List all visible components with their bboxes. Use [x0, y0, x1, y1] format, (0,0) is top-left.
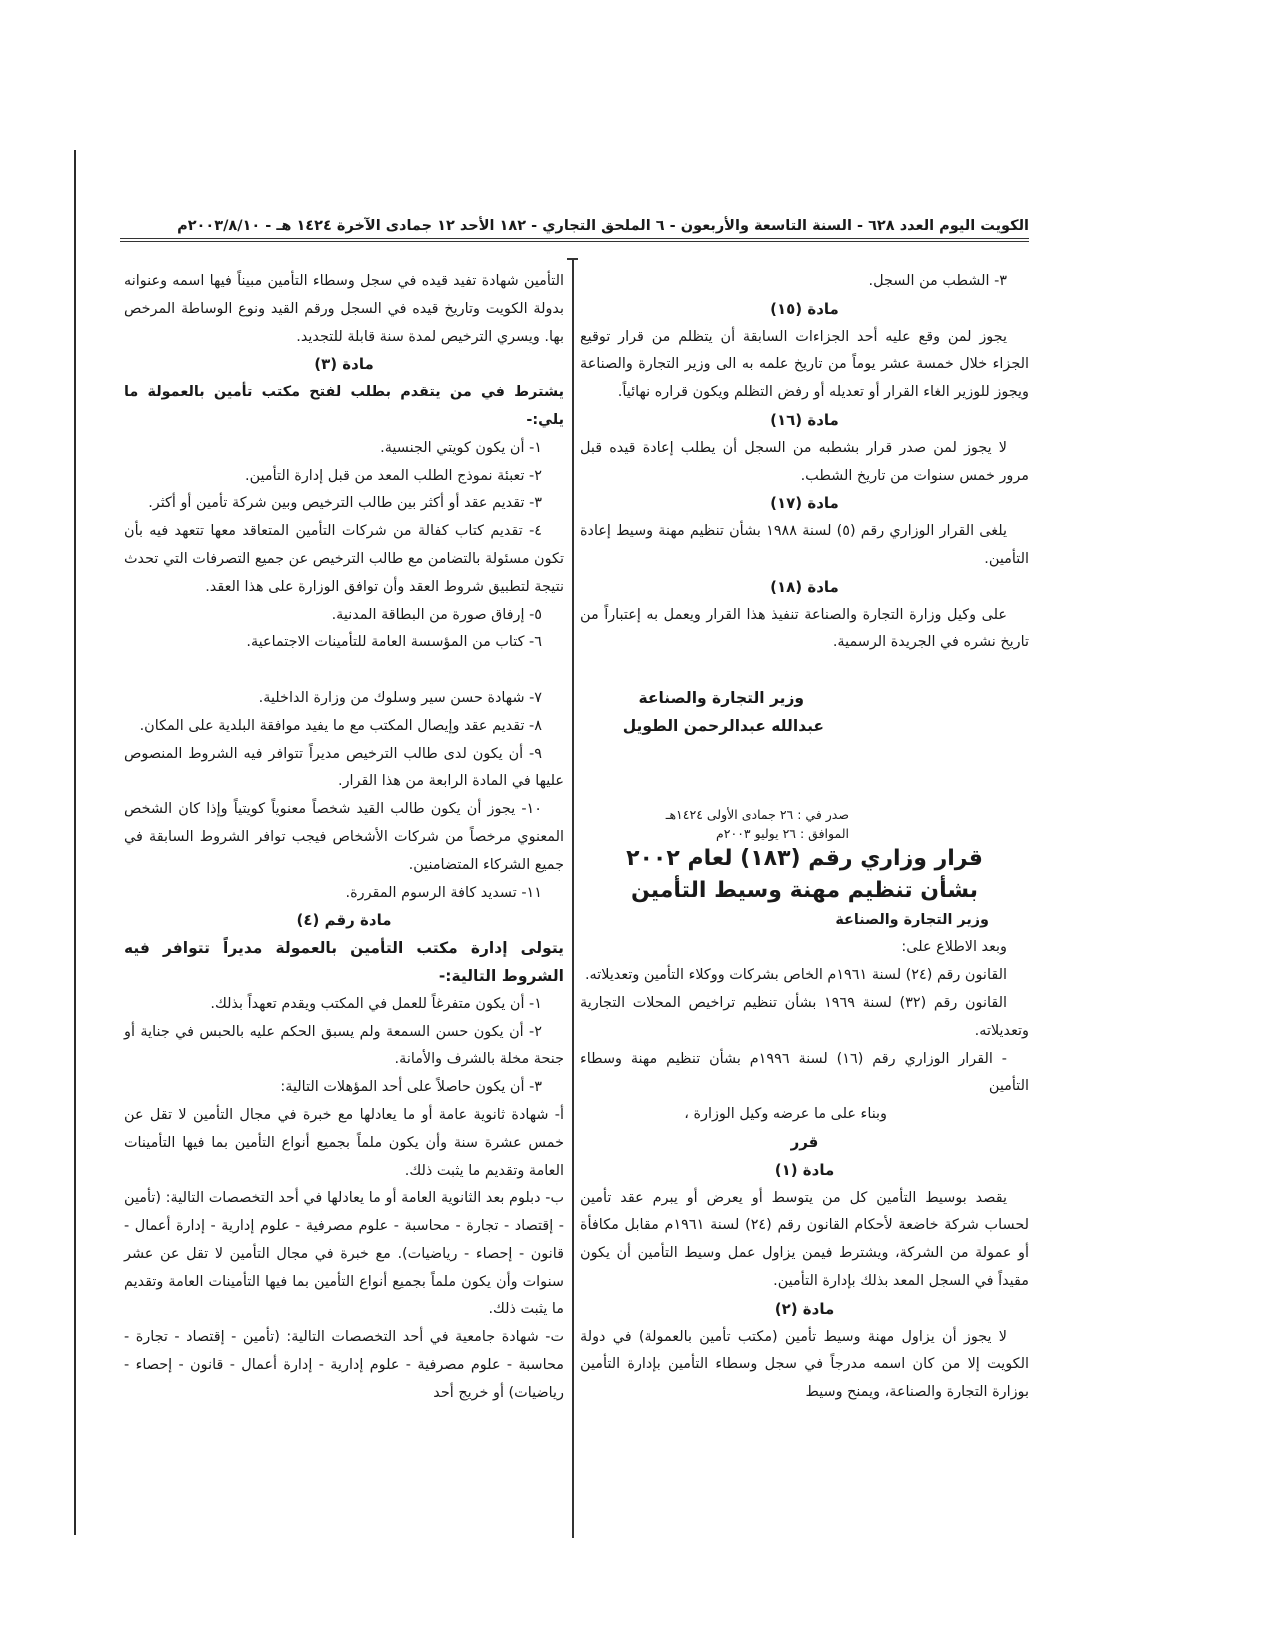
article-2-text: لا يجوز أن يزاول مهنة وسيط تأمين (مكتب تأمين بالعمولة) في دولة الكويت إلا من كان اسمه مدرجاً في سجل وسطاء التأمين بإدارة التأمين بوزارة التجارة والصناعة، ويمنح وسيط [580, 1328, 1029, 1401]
a3-item-4: ٤- تقديم كتاب كفالة من شركات التأمين المتعاقد معها تتعهد فيه بأن تكون مسئولة بالتضامن مع طالب الترخيص عن جميع التصرفات التي تحدث نتيجة لتطبيق شروط العقد وأن توافق الوزارة على هذا العقد. [124, 523, 564, 595]
after-review: وبعد الاطلاع على: [901, 939, 1007, 956]
decree-minister: وزير التجارة والصناعة [835, 911, 989, 928]
a4-item-3: ٣- أن يكون حاصلاً على أحد المؤهلات التالية: [280, 1079, 542, 1096]
header-rule-bottom [120, 241, 1029, 242]
a3-item-1: ١- أن يكون كويتي الجنسية. [380, 439, 542, 456]
a3-item-2: ٢- تعبئة نموذج الطلب المعد من قبل إدارة التأمين. [245, 467, 542, 484]
article-15-heading: مادة (١٥) [770, 299, 839, 318]
a3-item-3: ٣- تقديم عقد أو أكثر بين طالب الترخيص وبين شركة تأمين أو أكثر. [148, 495, 542, 512]
a3-item-6: ٦- كتاب من المؤسسة العامة للتأمينات الاجتماعية. [246, 634, 542, 651]
page-header: الكويت اليوم العدد ٦٢٨ - السنة التاسعة والأربعون - ٦ الملحق التجاري - ١٨٢ الأحد ١٢ جمادى الآخرة ١٤٢٤ هـ - ٢٠٠٣/٨/١٠م [177, 218, 1029, 234]
article-16-heading: مادة (١٦) [770, 410, 839, 429]
issued-gregorian: الموافق : ٢٦ يوليو ٢٠٠٣م [716, 825, 849, 841]
article-17-text: يلغى القرار الوزاري رقم (٥) لسنة ١٩٨٨ بشأن تنظيم مهنة وسيط إعادة التأمين. [580, 523, 1029, 567]
article-4-heading: مادة رقم (٤) [296, 911, 392, 930]
a3-item-9: ٩- أن يكون لدى طالب الترخيص مديراً تتوافر فيه الشروط المنصوص عليها في المادة الرابعة من هذا القرار. [124, 745, 564, 790]
law-32: القانون رقم (٣٢) لسنة ١٩٦٩ بشأن تنظيم تراخيص المحلات التجارية وتعديلاته. [580, 994, 1029, 1039]
based-on: وبناء على ما عرضه وكيل الوزارة ، [684, 1106, 887, 1123]
article-15-text: يجوز لمن وقع عليه أحد الجزاءات السابقة أن يتظلم من قرار توقيع الجزاء خلال خمسة عشر يوماً من تاريخ علمه به الى وزير التجارة والصناعة ويجوز للوزير الغاء القرار أو تعديله أو رفض التظلم ويكون قراره نهائياً. [580, 328, 1029, 401]
a4-item-1: ١- أن يكون متفرغاً للعمل في المكتب ويقدم تعهداً بذلك. [210, 995, 542, 1012]
decided-heading: قرر [790, 1132, 819, 1151]
a4-item-a: أ- شهادة ثانوية عامة أو ما يعادلها مع خبرة في مجال التأمين لا تقل عن خمس عشرة سنة وأن يكون ملماً بجميع أنواع التأمين بما فيها التأمينات العامة وتقديم ما يثبت ذلك. [124, 1106, 564, 1179]
article-18-text: على وكيل وزارة التجارة والصناعة تنفيذ هذا القرار ويعمل به إعتباراً من تاريخ نشره في الجريدة الرسمية. [580, 606, 1029, 651]
continuation-text: التأمين شهادة تفيد قيده في سجل وسطاء التأمين مبيناً فيها اسمه وعنوانه بدولة الكويت وتاريخ قيده في السجل ورقم القيد ونوع الوساطة المرخص بها. ويسري الترخيص لمدة سنة قابلة للتجديد. [124, 273, 564, 345]
article-4-intro: يتولى إدارة مكتب التأمين بالعمولة مديراً تتوافر فيه الشروط التالية:- [124, 939, 564, 985]
a4-item-b: ب- دبلوم بعد الثانوية العامة أو ما يعادلها في أحد التخصصات التالية: (تأمين - إقتصاد - تجارة - محاسبة - علوم مصرفية - علوم إدارية - إدارة أعمال - قانون - إحصاء - رياضيات). مع خبرة في مجال التأمين لا تقل عن عشر سنوات وأن يكون ملماً بجميع أنواع التأمين بما فيها التأمينات العامة وتقديم ما يثبت ذلك. [124, 1190, 564, 1318]
a3-item-8: ٨- تقديم عقد وإيصال المكتب مع ما يفيد موافقة البلدية على المكان. [139, 717, 542, 734]
a3-item-5: ٥- إرفاق صورة من البطاقة المدنية. [331, 606, 542, 623]
header-rule-top [120, 238, 1029, 239]
article-2-heading: مادة (٢) [774, 1299, 835, 1318]
issued-hijri: صدر في : ٢٦ جمادى الأولى ١٤٢٤هـ [665, 806, 849, 822]
article-3-intro: يشترط في من يتقدم بطلب لفتح مكتب تأمين بالعمولة ما يلي:- [124, 384, 564, 428]
page-margin-rule [74, 150, 76, 1535]
article-17-heading: مادة (١٧) [770, 494, 839, 513]
article-1-text: يقصد بوسيط التأمين كل من يتوسط أو يعرض أو يبرم عقد تأمين لحساب شركة خاضعة لأحكام القانون رقم (٢٤) لسنة ١٩٦١م مقابل مكافأة أو عمولة من الشركة، ويشترط فيمن يزاول عمل وسيط التأمين أن يكون مقيداً في السجل المعد بذلك بإدارة التأمين. [580, 1189, 1029, 1289]
signature-title: وزير التجارة والصناعة [638, 688, 804, 707]
decree-title-line-1: قرار وزاري رقم (١٨٣) لعام ٢٠٠٢ [626, 845, 983, 871]
right-column [580, 268, 1029, 1407]
article-18-heading: مادة (١٨) [770, 577, 839, 596]
law-24: القانون رقم (٢٤) لسنة ١٩٦١م الخاص بشركات ووكلاء التأمين وتعديلاته. [584, 967, 1007, 984]
column-divider-tick [567, 258, 578, 260]
strike-item: ٣- الشطب من السجل. [868, 273, 1007, 289]
signature-name: عبدالله عبدالرحمن الطويل [622, 716, 824, 735]
decree-title-line-2: بشأن تنظيم مهنة وسيط التأمين [631, 877, 978, 903]
decree-16: - القرار الوزاري رقم (١٦) لسنة ١٩٩٦م بشأن تنظيم مهنة وسطاء التأمين [580, 1050, 1029, 1095]
a4-item-2: ٢- أن يكون حسن السمعة ولم يسبق الحكم عليه بالحبس في جناية أو جنحة مخلة بالشرف والأمانة. [124, 1023, 564, 1068]
a3-item-10: ١٠- يجوز أن يكون طالب القيد شخصاً معنوياً كويتياً وإذا كان الشخص المعنوي مرخصاً من شركات الأشخاص فيجب توافر الشروط السابقة في جميع الشركاء المتضامنين. [124, 801, 564, 873]
a4-item-c: ت- شهادة جامعية في أحد التخصصات التالية: (تأمين - إقتصاد - تجارة - محاسبة - علوم مصرفية - علوم إدارية - إدارة أعمال - قانون - إحصاء - رياضيات) أو خريج أحد [124, 1329, 564, 1401]
article-1-heading: مادة (١) [774, 1160, 835, 1179]
article-3-heading: مادة (٣) [314, 355, 374, 374]
left-column [124, 268, 564, 1408]
a3-item-11: ١١- تسديد كافة الرسوم المقررة. [345, 884, 542, 901]
a3-item-7: ٧- شهادة حسن سير وسلوك من وزارة الداخلية. [258, 689, 542, 706]
article-16-text: لا يجوز لمن صدر قرار بشطبه من السجل أن يطلب إعادة قيده قبل مرور خمس سنوات من تاريخ الشطب. [580, 439, 1029, 484]
column-divider [572, 258, 574, 1538]
